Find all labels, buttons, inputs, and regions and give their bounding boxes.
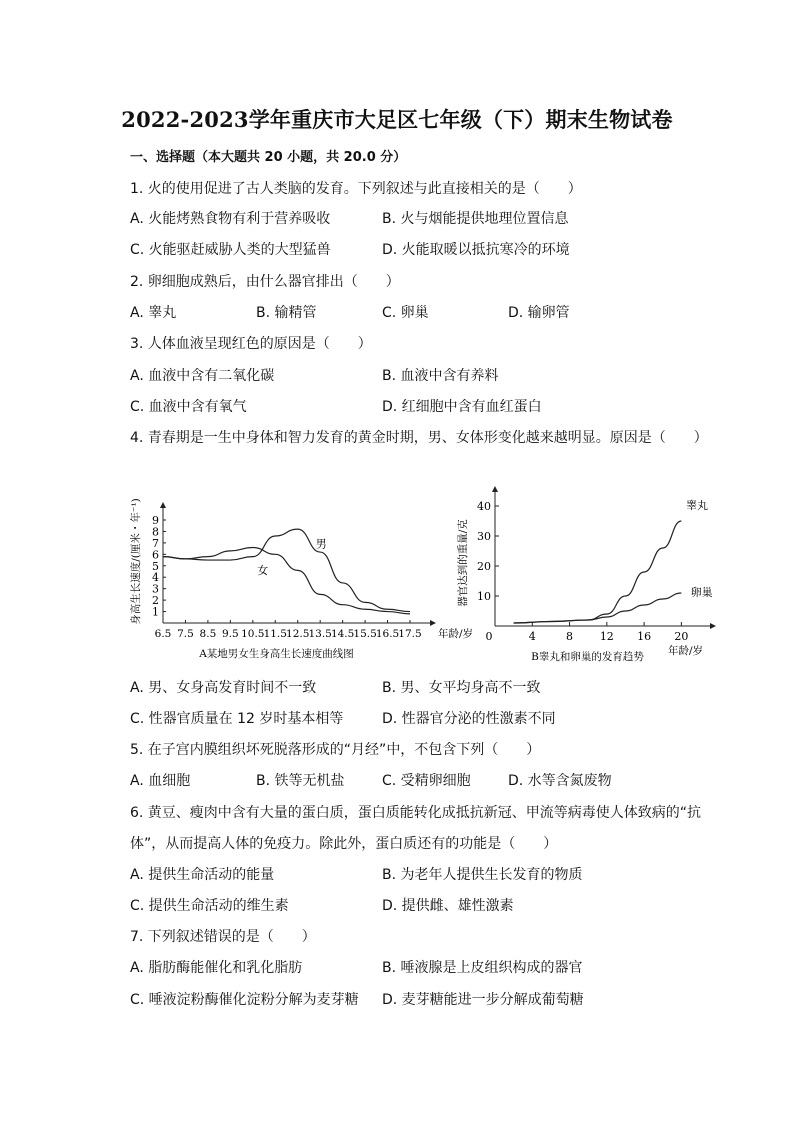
q4-option-a[interactable]: A. 男、女身高发育时间不一致 [130, 680, 317, 696]
chart-b-y-axis-label: 器官达到的重量/克 [457, 519, 469, 607]
chart-a-legend-male: 男 [315, 537, 327, 551]
chart-a-y-tick-label: 9 [152, 514, 159, 527]
q7-option-b[interactable]: B. 唾液腺是上皮组织构成的器官 [382, 960, 583, 976]
chart-a-y-axis-label: 身高生长速度/(厘米・年⁻¹) [130, 498, 142, 625]
chart-b-x-tick-label: 16 [637, 630, 652, 643]
chart-b-x-tick-label: 0 [485, 630, 493, 643]
chart-a-x-arrow [430, 620, 436, 626]
chart-a-x-tick-label: 6.5 [154, 628, 172, 640]
chart-a-x-tick-label: 16.5 [375, 628, 400, 640]
q1-option-b[interactable]: B. 火与烟能提供地理位置信息 [382, 211, 569, 227]
question-1-stem: 1. 火的使用促进了古人类脑的发育。下列叙述与此直接相关的是（ ） [130, 181, 582, 197]
chart-a-y-tick-label: 5 [152, 559, 159, 573]
q1-option-a[interactable]: A. 火能烤熟食物有利于营养吸收 [130, 211, 331, 227]
chart-a-x-tick-label: 13.5 [308, 628, 332, 640]
q1-option-c[interactable]: C. 火能驱赶威胁人类的大型猛兽 [130, 242, 331, 258]
chart-a-y-tick-label: 1 [152, 605, 159, 619]
q2-option-a[interactable]: A. 睾丸 [130, 305, 177, 321]
chart-b-title: B睾丸和卵巢的发育趋势 [531, 651, 644, 663]
q7-option-c[interactable]: C. 唾液淀粉酶催化淀粉分解为麦芽糖 [130, 992, 359, 1008]
chart-a-x-tick-label: 14.5 [330, 628, 355, 640]
chart-a-y-tick-label: 2 [152, 594, 159, 608]
chart-b-x-arrow [710, 623, 716, 629]
q6-option-d[interactable]: D. 提供雌、雄性激素 [382, 898, 514, 914]
chart-a-x-tick-label: 15.5 [353, 628, 377, 640]
chart-a-y-tick-label: 3 [152, 582, 159, 596]
q5-option-a[interactable]: A. 血细胞 [130, 773, 191, 789]
chart-a-x-tick-label: 10.5 [241, 628, 265, 640]
chart-b-x-tick-label: 8 [566, 630, 574, 643]
q2-option-b[interactable]: B. 输精管 [256, 305, 317, 321]
chart-b-legend-ovary: 卵巢 [690, 586, 713, 599]
exam-title: 2022-2023学年重庆市大足区七年级（下）期末生物试卷 [121, 107, 673, 132]
q1-option-d[interactable]: D. 火能取暖以抵抗寒冷的环境 [382, 242, 570, 258]
chart-a-svg [125, 480, 475, 670]
q7-option-d[interactable]: D. 麦芽糖能进一步分解成葡萄糖 [382, 992, 584, 1008]
chart-b-series-testis [514, 521, 682, 623]
chart-a-x-tick-label: 8.5 [199, 628, 217, 640]
chart-a-y-tick-label: 4 [152, 571, 159, 585]
chart-b-y-arrow [492, 486, 498, 492]
chart-b-y-tick-label: 20 [477, 560, 491, 573]
chart-b-x-axis-label: 年龄/岁 [668, 645, 704, 657]
q5-option-d[interactable]: D. 水等含氮废物 [508, 773, 612, 789]
chart-b-y-tick-label: 30 [477, 530, 491, 543]
q4-option-c[interactable]: C. 性器官质量在 12 岁时基本相等 [130, 711, 344, 727]
q3-option-c[interactable]: C. 血液中含有氧气 [130, 399, 247, 415]
chart-a-y-tick-label: 7 [152, 536, 159, 550]
question-7-stem: 7. 下列叙述错误的是（ ） [130, 929, 316, 945]
chart-a-x-tick-label: 9.5 [222, 628, 239, 640]
chart-a-y-arrow [160, 502, 166, 508]
chart-a-x-axis-label: 年龄/岁 [438, 628, 474, 640]
question-2-stem: 2. 卵细胞成熟后，由什么器官排出（ ） [130, 274, 400, 290]
chart-b-legend-testis: 睾丸 [686, 499, 709, 512]
chart-a-y-tick-label: 6 [152, 548, 159, 562]
q5-option-c[interactable]: C. 受精卵细胞 [382, 773, 471, 789]
chart-b-svg [450, 480, 730, 670]
q3-option-d[interactable]: D. 红细胞中含有血红蛋白 [382, 399, 542, 415]
chart-b-y-tick-label: 10 [477, 590, 491, 603]
chart-a-x-tick-label: 7.5 [177, 628, 194, 640]
chart-a-container [125, 480, 475, 670]
q2-option-d[interactable]: D. 输卵管 [508, 305, 570, 321]
chart-b-x-tick-label: 12 [599, 630, 614, 643]
question-6-stem: 6. 黄豆、瘦肉中含有大量的蛋白质，蛋白质能转化成抵抗新冠、甲流等病毒使人体致病的“抗 [130, 805, 702, 821]
chart-b-series-ovary [514, 593, 682, 623]
q6-option-b[interactable]: B. 为老年人提供生长发育的物质 [382, 867, 583, 883]
q6-option-c[interactable]: C. 提供生命活动的维生素 [130, 898, 289, 914]
chart-b-container [450, 480, 730, 670]
chart-b-y-tick-label: 40 [477, 500, 491, 513]
q4-option-d[interactable]: D. 性器官分泌的性激素不同 [382, 711, 556, 727]
q7-option-a[interactable]: A. 脂肪酶能催化和乳化脂肪 [130, 960, 303, 976]
chart-b-x-tick-label: 4 [528, 630, 536, 643]
question-6-stem-cont: 体”，从而提高人体的免疫力。除此外，蛋白质还有的功能是（ ） [130, 836, 558, 852]
chart-a-series-male [163, 529, 410, 611]
chart-b-x-tick-label: 20 [674, 630, 689, 643]
question-3-stem: 3. 人体血液呈现红色的原因是（ ） [130, 336, 372, 352]
q5-option-b[interactable]: B. 铁等无机盐 [256, 773, 345, 789]
question-4-stem: 4. 青春期是一生中身体和智力发育的黄金时期，男、女体形变化越来越明显。原因是（ ） [130, 430, 708, 446]
chart-a-y-tick-label: 8 [152, 525, 159, 539]
chart-a-legend-female: 女 [257, 563, 269, 577]
q6-option-a[interactable]: A. 提供生命活动的能量 [130, 867, 275, 883]
question-5-stem: 5. 在子宫内膜组织坏死脱落形成的“月经”中，不包含下列（ ） [130, 742, 541, 758]
chart-a-x-tick-label: 17.5 [398, 628, 422, 640]
section-heading: 一、选择题（本大题共 20 小题，共 20.0 分） [130, 150, 407, 165]
chart-a-x-tick-label: 12.5 [286, 628, 310, 640]
q2-option-c[interactable]: C. 卵巢 [382, 305, 429, 321]
q3-option-b[interactable]: B. 血液中含有养料 [382, 368, 499, 384]
q4-option-b[interactable]: B. 男、女平均身高不一致 [382, 680, 541, 696]
chart-a-x-tick-label: 11.5 [263, 628, 287, 640]
chart-a-title: A某地男女生身高生长速度曲线图 [199, 648, 354, 660]
q3-option-a[interactable]: A. 血液中含有二氧化碳 [130, 368, 275, 384]
